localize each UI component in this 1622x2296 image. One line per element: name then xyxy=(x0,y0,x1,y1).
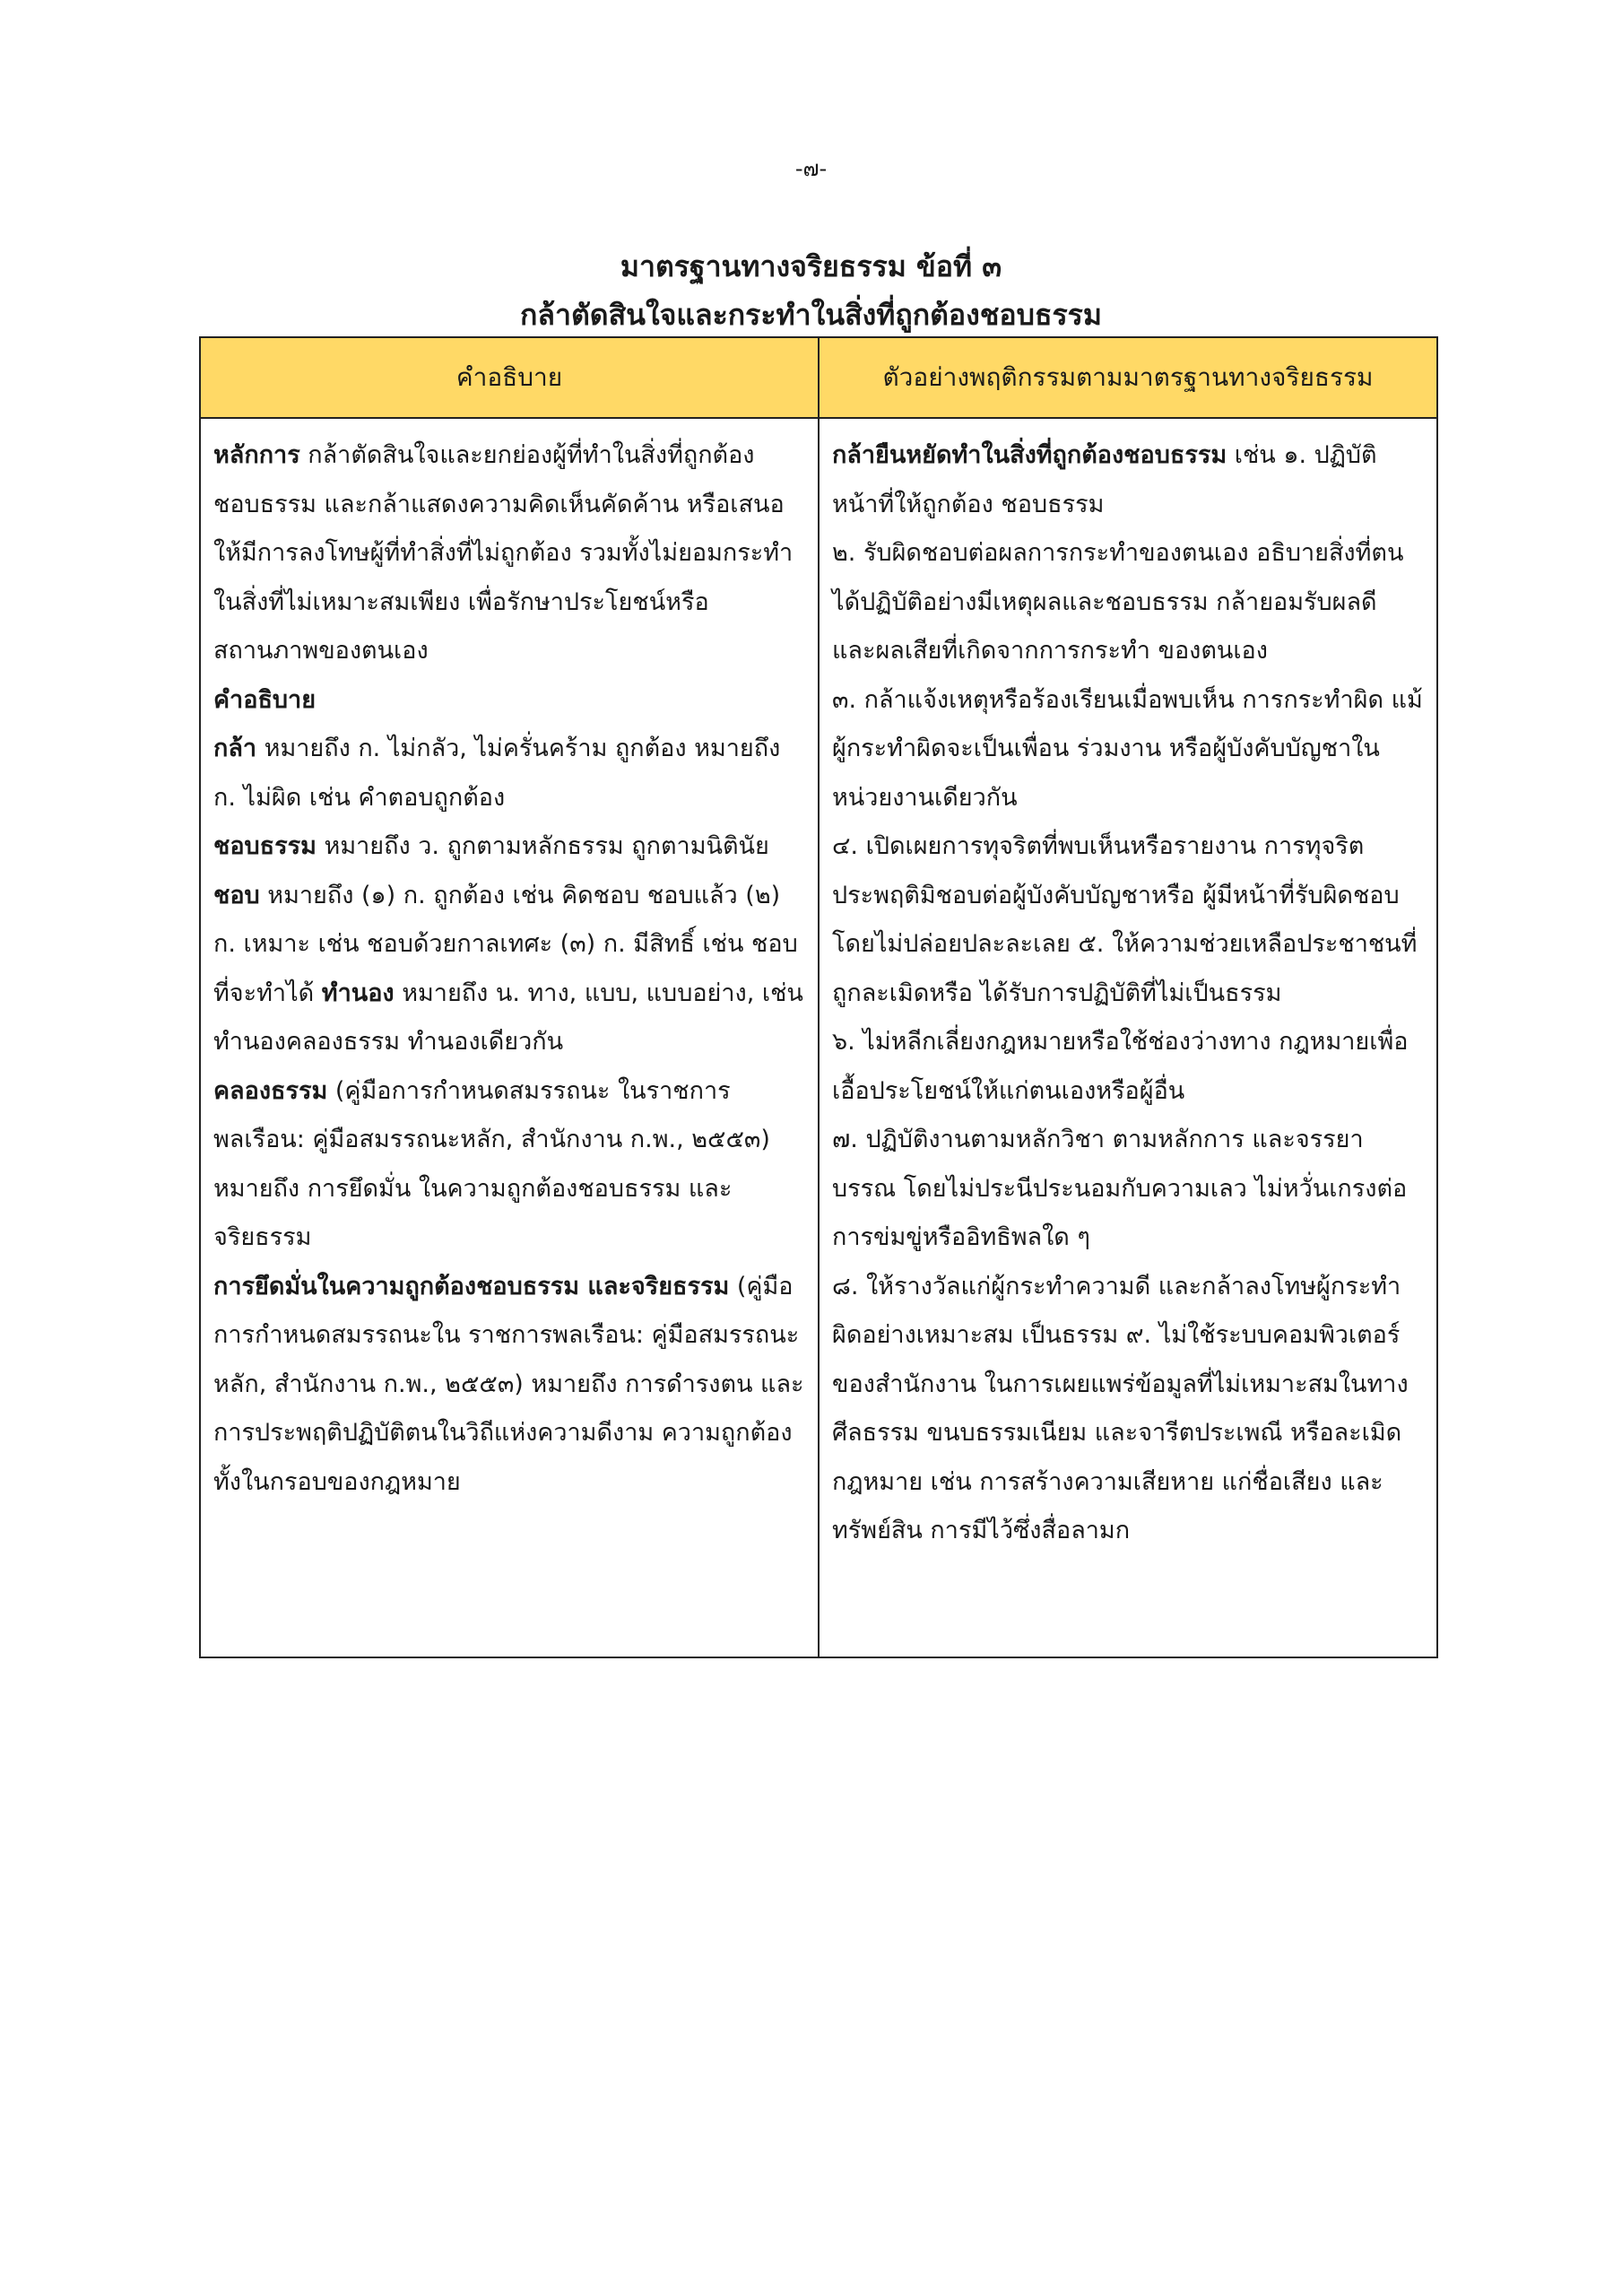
behavior-examples-cell xyxy=(819,418,1437,1657)
table-header-row xyxy=(200,337,1437,418)
kla-text: หมายถึง ก. ไม่กลัว, ไม่ครั่นคร้าม ถูกต้อง หมายถึง ก. ไม่ผิด เช่น คำตอบถูกต้อง xyxy=(213,735,781,812)
example-item-4-5: ๔. เปิดเผยการทุจริตที่พบเห็นหรือรายงาน การทุจริตประพฤติมิชอบต่อผู้บังคับบัญชาหรือ ผู้มีหน้าที่รับผิดชอบโดยไม่ปล่อยปละละเลย ๕. ให้ความช่วยเหลือประชาชนที่ถูกละเมิดหรือ ได้รับการปฏิบัติที่ไม่เป็นธรรม xyxy=(832,832,1418,1007)
principle-text: กล้าตัดสินใจและยกย่องผู้ที่ทำในสิ่งที่ถูกต้อง ชอบธรรม และกล้าแสดงความคิดเห็นคัดค้าน หรือเสนอให้มีการลงโทษผู้ที่ทำสิ่งที่ไม่ถูกต้อง รวมทั้งไม่ยอมกระทำในสิ่งที่ไม่เหมาะสมเพียง เพื่อรักษาประโยชน์หรือสถานภาพของตนเอง xyxy=(213,441,794,665)
integrity-text: (คู่มือการกำหนดสมรรถนะใน ราชการพลเรือน: คู่มือสมรรถนะหลัก, สำนักงาน ก.พ., ๒๕๕๓) หมายถึง การดำรงตน และการประพฤติปฏิบัติตนในวิถีแห่งความดีงาม ความถูกต้อง ทั้งในกรอบของกฎหมาย xyxy=(213,1272,804,1496)
principle-term: หลักการ xyxy=(213,441,300,469)
chobtham-definition xyxy=(213,822,805,872)
chob-tamnong-definition xyxy=(213,872,805,1067)
principle-paragraph xyxy=(213,431,805,676)
tamnong-term: ทำนอง xyxy=(321,978,395,1007)
example-item-3: ๓. กล้าแจ้งเหตุหรือร้องเรียนเมื่อพบเห็น การกระทำผิด แม้ผู้กระทำผิดจะเป็นเพื่อน ร่วมงาน หรือผู้บังคับบัญชาในหน่วยงานเดียวกัน xyxy=(832,685,1423,812)
integrity-term: การยึดมั่นในความถูกต้องชอบธรรม และจริยธรรม xyxy=(213,1272,730,1300)
example-item-1-text: เช่น ๑. ปฏิบัติหน้าที่ให้ถูกต้อง ชอบธรรม xyxy=(832,441,1377,518)
example-item-8-9: ๘. ให้รางวัลแก่ผู้กระทำความดี และกล้าลงโทษผู้กระทำผิดอย่างเหมาะสม เป็นธรรม ๙. ไม่ใช้ระบบคอมพิวเตอร์ของสำนักงาน ในการเผยแพร่ข้อมูลที่ไม่เหมาะสมในทาง ศีลธรรม ขนบธรรมเนียม และจารีตประเพณี หรือละเมิดกฎหมาย เช่น การสร้างความเสียหาย แก่ชื่อเสียง และทรัพย์สิน การมีไว้ซึ่งสื่อลามก xyxy=(832,1272,1409,1544)
klongtham-text: (คู่มือการกำหนดสมรรถนะ ในราชการพลเรือน: คู่มือสมรรถนะหลัก, สำนักงาน ก.พ., ๒๕๕๓) หมายถึง การยึดมั่น ในความถูกต้องชอบธรรม และจริยธรรม xyxy=(213,1076,770,1251)
document-subtitle: กล้าตัดสินใจและกระทำในสิ่งที่ถูกต้องชอบธรรม xyxy=(520,298,1102,332)
lead-term: กล้ายืนหยัดทำในสิ่งที่ถูกต้องชอบธรรม xyxy=(832,441,1227,469)
column-header-behavior-examples: ตัวอย่างพฤติกรรมตามมาตรฐานทางจริยธรรม xyxy=(819,337,1437,418)
kla-term: กล้า xyxy=(213,735,257,762)
example-item-2: ๒. รับผิดชอบต่อผลการกระทำของตนเอง อธิบายสิ่งที่ตนได้ปฏิบัติอย่างมีเหตุผลและชอบธรรม กล้ายอมรับผลดี และผลเสียที่เกิดจากการกระทำ ของตนเอง xyxy=(832,539,1404,665)
explanation-heading: คำอธิบาย xyxy=(213,685,317,714)
klongtham-definition xyxy=(213,1067,805,1263)
column-header-explanation: คำอธิบาย xyxy=(200,337,819,418)
tamnong-text: หมายถึง น. ทาง, แบบ, แบบอย่าง, เช่น ทำนองคลองธรรม ทำนองเดียวกัน xyxy=(213,978,803,1056)
ethics-standard-table xyxy=(199,336,1438,1658)
example-item-1 xyxy=(832,431,1424,529)
page-number: -๗- xyxy=(794,156,828,181)
table-row xyxy=(200,418,1437,1657)
chobtham-term: ชอบธรรม xyxy=(213,832,317,860)
chob-term: ชอบ xyxy=(213,881,260,909)
chobtham-text: หมายถึง ว. ถูกตามหลักธรรม ถูกตามนิตินัย xyxy=(316,832,769,860)
example-item-7: ๗. ปฏิบัติงานตามหลักวิชา ตามหลักการ และจรรยาบรรณ โดยไม่ประนีประนอมกับความเลว ไม่หวั่นเกรงต่อการข่มขู่หรืออิทธิพลใด ๆ xyxy=(832,1126,1408,1251)
example-item-6: ๖. ไม่หลีกเลี่ยงกฎหมายหรือใช้ช่องว่างทาง กฎหมายเพื่อเอื้อประโยชน์ให้แก่ตนเองหรือผู้อื่น xyxy=(832,1028,1409,1105)
document-title: มาตรฐานทางจริยธรรม ข้อที่ ๓ xyxy=(620,249,1002,283)
integrity-definition xyxy=(213,1263,805,1508)
klongtham-term: คลองธรรม xyxy=(213,1076,328,1105)
explanation-cell xyxy=(200,418,819,1657)
kla-definition xyxy=(213,725,805,822)
chob-text: หมายถึง (๑) ก. ถูกต้อง เช่น คิดชอบ ชอบแล้ว (๒) ก. เหมาะ เช่น ชอบด้วยกาลเทศะ (๓) ก. มีสิทธิ์ เช่น ชอบที่จะทำได้ xyxy=(213,881,798,1007)
